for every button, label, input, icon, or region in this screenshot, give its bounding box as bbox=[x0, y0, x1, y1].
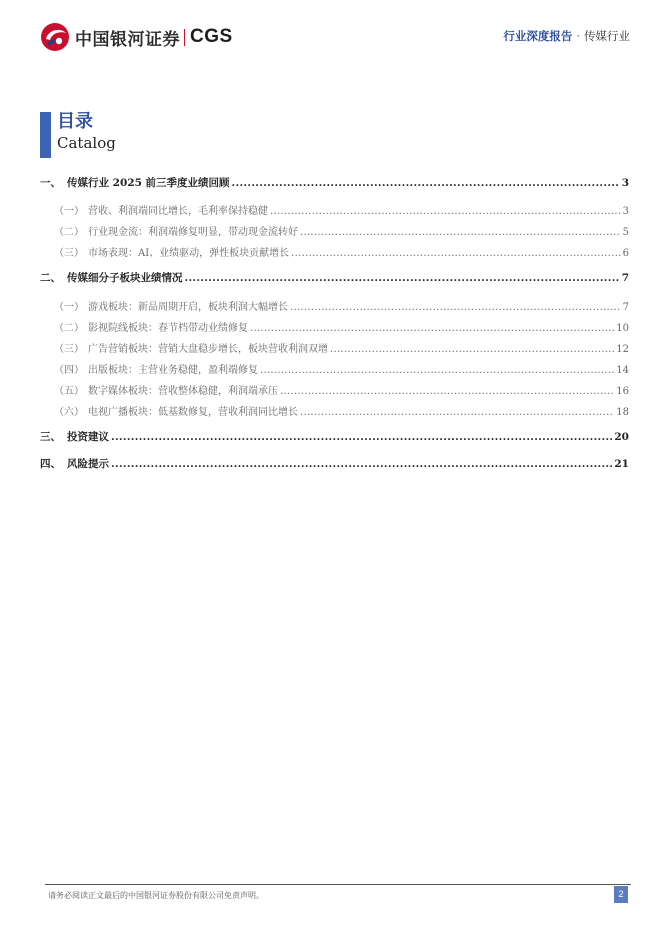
toc-entry-title: 市场表现：AI、业绩驱动，弹性板块贡献增长 bbox=[88, 248, 290, 259]
toc-entry-page: 20 bbox=[614, 431, 629, 443]
toc-entry[interactable] bbox=[40, 340, 629, 360]
toc-entry-title: 传媒细分子板块业绩情况 bbox=[67, 272, 183, 284]
toc-entry[interactable] bbox=[40, 298, 629, 318]
toc-entry[interactable] bbox=[40, 382, 629, 402]
toc-entry[interactable] bbox=[40, 202, 629, 222]
toc-entry-number: （五） bbox=[54, 386, 84, 397]
toc-entry-number: 二、 bbox=[40, 272, 61, 284]
toc-entry-title: 广告营销板块：营销大盘稳步增长，板块营收利润双增 bbox=[88, 344, 328, 355]
toc-entry-number: （二） bbox=[54, 323, 84, 334]
toc-entry-number: （三） bbox=[54, 248, 84, 259]
toc-entry-page: 10 bbox=[616, 323, 629, 334]
logo-icon bbox=[40, 22, 70, 52]
toc-entry-page: 7 bbox=[621, 272, 629, 284]
brand-name-cn: 中国银河证券 bbox=[75, 29, 180, 50]
toc-dot-leader bbox=[291, 248, 620, 259]
toc-entry-page: 12 bbox=[616, 344, 629, 355]
toc-dot-leader bbox=[111, 431, 612, 443]
toc-entry-page: 21 bbox=[614, 458, 629, 470]
toc-entry-number: （二） bbox=[54, 227, 84, 238]
brand-name-en: CGS bbox=[190, 26, 233, 47]
report-category bbox=[503, 28, 630, 44]
footer-divider bbox=[45, 884, 631, 885]
toc-entry[interactable] bbox=[40, 175, 629, 195]
toc-entry-number: （六） bbox=[54, 407, 84, 418]
toc-dot-leader bbox=[300, 407, 614, 418]
toc-entry-page: 7 bbox=[622, 302, 629, 313]
toc-dot-leader bbox=[290, 302, 621, 313]
toc-accent-bar bbox=[40, 112, 51, 158]
report-separator: · bbox=[576, 29, 580, 43]
toc-entry[interactable] bbox=[40, 403, 629, 423]
toc-entry-page: 5 bbox=[622, 227, 629, 238]
toc-entry-title: 风险提示 bbox=[67, 458, 109, 470]
toc-dot-leader bbox=[111, 458, 612, 470]
toc-entry-title: 影视院线板块：春节档带动业绩修复 bbox=[88, 323, 248, 334]
report-type: 行业深度报告 bbox=[503, 29, 573, 43]
toc-entry-title: 数字媒体板块：营收整体稳健，利润端承压 bbox=[88, 386, 278, 397]
page-header bbox=[0, 0, 662, 60]
toc-dot-leader bbox=[330, 344, 614, 355]
toc-entry-page: 18 bbox=[616, 407, 629, 418]
toc-dot-leader bbox=[250, 323, 614, 334]
toc-entry-number: 三、 bbox=[40, 431, 61, 443]
toc-dot-leader bbox=[300, 227, 621, 238]
toc-entry-number: （三） bbox=[54, 344, 84, 355]
toc-dot-leader bbox=[185, 272, 620, 284]
industry-name: 传媒行业 bbox=[584, 29, 630, 43]
toc-entry[interactable] bbox=[40, 456, 629, 476]
toc-dot-leader bbox=[232, 177, 620, 189]
toc-entry-page: 16 bbox=[616, 386, 629, 397]
toc-entry-title: 出版板块：主营业务稳健，盈利端修复 bbox=[88, 365, 258, 376]
toc-entry-title: 投资建议 bbox=[67, 431, 109, 443]
toc-dot-leader bbox=[260, 365, 614, 376]
toc-entry-title: 营收、利润端同比增长，毛利率保持稳健 bbox=[88, 206, 268, 217]
toc-entry-page: 14 bbox=[616, 365, 629, 376]
toc-entry-title: 电视广播板块：低基数修复，营收利润同比增长 bbox=[88, 407, 298, 418]
toc-entry-page: 3 bbox=[622, 206, 629, 217]
toc-subtitle: Catalog bbox=[57, 134, 116, 152]
toc-entry-title: 传媒行业 2025 前三季度业绩回顾 bbox=[67, 177, 230, 189]
toc-entry-title: 行业现金流：利润端修复明显，带动现金流转好 bbox=[88, 227, 298, 238]
toc-entry[interactable] bbox=[40, 223, 629, 243]
toc-entry-number: 一、 bbox=[40, 177, 61, 189]
toc-entry-number: （一） bbox=[54, 206, 84, 217]
toc-entry-number: （一） bbox=[54, 302, 84, 313]
toc-dot-leader bbox=[270, 206, 621, 217]
toc-entry-page: 3 bbox=[621, 177, 629, 189]
toc-entry[interactable] bbox=[40, 319, 629, 339]
toc-entry[interactable] bbox=[40, 429, 629, 449]
toc-dot-leader bbox=[280, 386, 614, 397]
brand-divider bbox=[184, 29, 185, 46]
toc-entry[interactable] bbox=[40, 270, 629, 290]
toc-entry[interactable] bbox=[40, 361, 629, 381]
toc-entry-title: 游戏板块：新品周期开启，板块利润大幅增长 bbox=[88, 302, 288, 313]
toc-entry[interactable] bbox=[40, 244, 629, 264]
brand-logo bbox=[40, 22, 233, 52]
page-number-badge: 2 bbox=[614, 886, 628, 903]
footer-disclaimer: 请务必阅读正文最后的中国银河证券股份有限公司免责声明。 bbox=[48, 891, 264, 900]
toc-entry-page: 6 bbox=[622, 248, 629, 259]
toc-title: 目录 bbox=[57, 111, 93, 132]
toc-entry-number: 四、 bbox=[40, 458, 61, 470]
toc-entry-number: （四） bbox=[54, 365, 84, 376]
